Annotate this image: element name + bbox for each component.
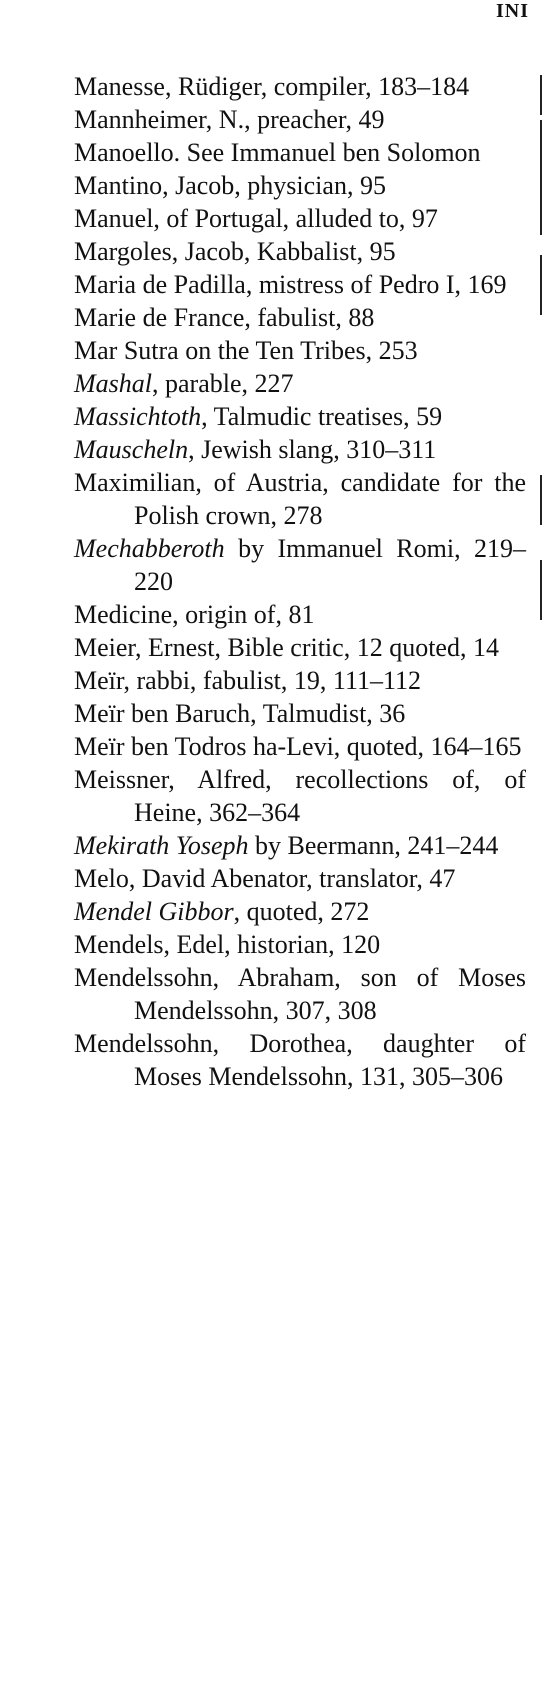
index-entry-term: Mechabberoth	[74, 534, 225, 563]
index-entry	[74, 433, 526, 466]
index-entry-text: Margoles, Jacob, Kabbalist, 95	[74, 237, 396, 266]
index-entry	[74, 862, 526, 895]
index-entry-text: , quoted, 272	[233, 897, 370, 926]
index-entry-text: by Immanuel Romi, 219–220	[134, 534, 526, 596]
index-entry	[74, 235, 526, 268]
index-entry-text: Marie de France, fabulist, 88	[74, 303, 375, 332]
index-entry-text: Maria de Padilla, mistress of Pedro I, 169	[74, 270, 507, 299]
index-entry	[74, 202, 526, 235]
index-entry	[74, 763, 526, 829]
index-entry-term: Mekirath Yoseph	[74, 831, 249, 860]
index-entry	[74, 301, 526, 334]
page-edge-rule	[540, 120, 542, 235]
index-entry-text: Manesse, Rüdiger, compiler, 183–184	[74, 72, 470, 101]
running-header: INI	[495, 0, 529, 22]
index-entry	[74, 961, 526, 1027]
index-entry-text: Mantino, Jacob, physician, 95	[74, 171, 386, 200]
index-column	[74, 70, 526, 1093]
index-entry	[74, 367, 526, 400]
index-entry	[74, 70, 526, 103]
index-entry	[74, 466, 526, 532]
index-entry-text: Meïr, rabbi, fabulist, 19, 111–112	[74, 666, 422, 695]
index-entry-text: Meïr ben Baruch, Talmudist, 36	[74, 699, 406, 728]
page-edge-rule	[540, 475, 542, 525]
index-entry	[74, 532, 526, 598]
index-entry-text: Maximilian, of Austria, candidate for the Polish crown, 278	[74, 468, 526, 530]
index-entry-text: Manoello. See Immanuel ben Solomon	[74, 138, 481, 167]
index-entry-text: , parable, 227	[152, 369, 294, 398]
index-entry-text: Mendelssohn, Abraham, son of Moses Mendelssohn, 307, 308	[74, 963, 526, 1025]
index-entry-term: Mauscheln	[74, 435, 189, 464]
index-entry-text: Meier, Ernest, Bible critic, 12 quoted, 14	[74, 633, 499, 662]
index-entry-text: by Beermann, 241–244	[248, 831, 499, 860]
index-entry-text: , Jewish slang, 310–311	[188, 435, 437, 464]
index-entry-text: Melo, David Abenator, translator, 47	[74, 864, 456, 893]
index-entry-text: Medicine, origin of, 81	[74, 600, 315, 629]
index-entry	[74, 334, 526, 367]
index-entry-text: Meïr ben Todros ha-Levi, quoted, 164–165	[74, 732, 522, 761]
index-entry	[74, 598, 526, 631]
index-entry	[74, 664, 526, 697]
index-entry-text: Mendelssohn, Dorothea, daughter of Moses Mendelssohn, 131, 305–306	[74, 1029, 526, 1091]
index-entry	[74, 268, 526, 301]
page-edge-rule	[540, 560, 542, 620]
index-entry	[74, 169, 526, 202]
page-edge-rule	[540, 255, 542, 315]
index-entry	[74, 103, 526, 136]
index-entry	[74, 697, 526, 730]
index-entry	[74, 1027, 526, 1093]
index-entry-term: Massichtoth	[74, 402, 202, 431]
index-entry-text: Manuel, of Portugal, alluded to, 97	[74, 204, 438, 233]
index-entry-text: , Talmudic treatises, 59	[201, 402, 443, 431]
index-entry-term: Mashal	[74, 369, 152, 398]
index-entry-text: Mannheimer, N., preacher, 49	[74, 105, 385, 134]
index-entry-text: Mendels, Edel, historian, 120	[74, 930, 381, 959]
page-edge-rule	[540, 75, 542, 115]
index-entry	[74, 730, 526, 763]
index-entry-text: Mar Sutra on the Ten Tribes, 253	[74, 336, 418, 365]
index-entry-term: Mendel Gibbor	[74, 897, 234, 926]
index-entry	[74, 895, 526, 928]
index-entry-text: Meissner, Alfred, recollections of, of Heine, 362–364	[74, 765, 526, 827]
index-entry	[74, 829, 526, 862]
index-entry	[74, 631, 526, 664]
index-entry	[74, 136, 526, 169]
index-entry	[74, 400, 526, 433]
index-entry	[74, 928, 526, 961]
